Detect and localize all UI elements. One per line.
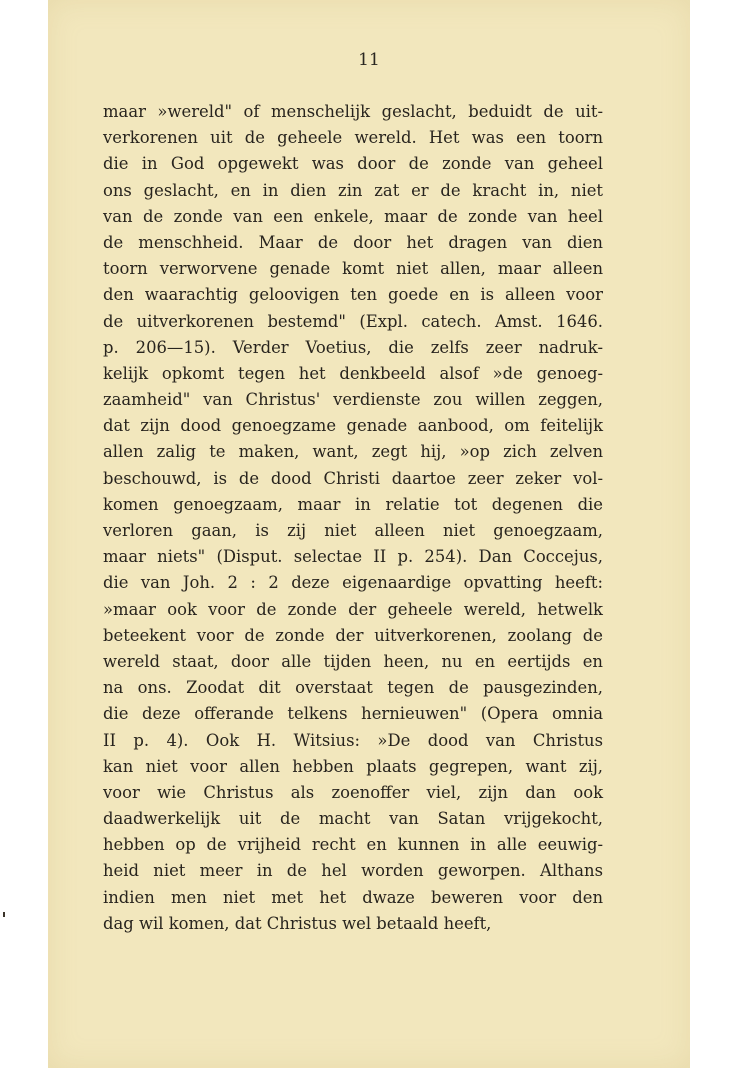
text-line: van de zonde van een enkele, maar de zonde van heel [103, 206, 603, 226]
text-line: heid niet meer in de hel worden geworpen. Althans [103, 861, 603, 881]
text-line: wereld staat, door alle tijden heen, nu en eertijds en [103, 651, 603, 671]
text-line: hebben op de vrijheid recht en kunnen in alle eeuwig- [103, 835, 603, 855]
text-line: de uitverkorenen bestemd" (Expl. catech. Amst. 1646. [103, 311, 603, 331]
text-line: dat zijn dood genoegzame genade aanbood, om feitelijk [103, 416, 603, 436]
text-line: indien men niet met het dwaze beweren voor den [103, 887, 603, 907]
text-line: kan niet voor allen hebben plaats gegrepen, want zij, [103, 756, 603, 776]
text-line: p. 206—15). Verder Voetius, die zelfs zeer nadruk- [103, 337, 603, 357]
text-line: beteekent voor de zonde der uitverkorenen, zoolang de [103, 625, 603, 645]
text-line: die deze offerande telkens hernieuwen" (Opera omnia [103, 704, 603, 724]
text-line: daadwerkelijk uit de macht van Satan vrijgekocht, [103, 809, 603, 829]
text-line: den waarachtig geloovigen ten goede en is alleen voor [103, 285, 603, 305]
text-line: ons geslacht, en in dien zin zat er de kracht in, niet [103, 180, 603, 200]
book-page [48, 0, 690, 1068]
page-number: 11 [358, 50, 380, 70]
margin-speck [3, 912, 5, 917]
text-line: de menschheid. Maar de door het dragen van dien [103, 232, 603, 252]
text-line: maar niets" (Disput. selectae II p. 254). Dan Coccejus, [103, 547, 603, 567]
text-line: die van Joh. 2 : 2 deze eigenaardige opvatting heeft: [103, 573, 603, 593]
text-line: toorn verworvene genade komt niet allen, maar alleen [103, 259, 603, 279]
body-text [103, 99, 603, 937]
text-line: voor wie Christus als zoenoffer viel, zijn dan ook [103, 782, 603, 802]
text-line: maar »wereld" of menschelijk geslacht, beduidt de uit- [103, 102, 603, 121]
text-line: allen zalig te maken, want, zegt hij, »op zich zelven [103, 442, 603, 462]
text-line: na ons. Zoodat dit overstaat tegen de pausgezinden, [103, 678, 603, 698]
text-line: »maar ook voor de zonde der geheele wereld, hetwelk [103, 599, 603, 619]
text-line: beschouwd, is de dood Christi daartoe zeer zeker vol- [103, 468, 603, 488]
text-line: verkorenen uit de geheele wereld. Het was een toorn [103, 128, 603, 148]
text-line: verloren gaan, is zij niet alleen niet genoegzaam, [103, 521, 603, 540]
text-line: II p. 4). Ook H. Witsius: »De dood van Christus [103, 730, 603, 750]
text-line: zaamheid" van Christus' verdienste zou willen zeggen, [103, 390, 603, 410]
text-line: kelijk opkomt tegen het denkbeeld alsof »de genoeg- [103, 363, 603, 383]
text-line: komen genoegzaam, maar in relatie tot degenen die [103, 494, 603, 514]
text-line: die in God opgewekt was door de zonde van geheel [103, 154, 603, 174]
text-line: dag wil komen, dat Christus wel betaald heeft, [103, 913, 492, 933]
